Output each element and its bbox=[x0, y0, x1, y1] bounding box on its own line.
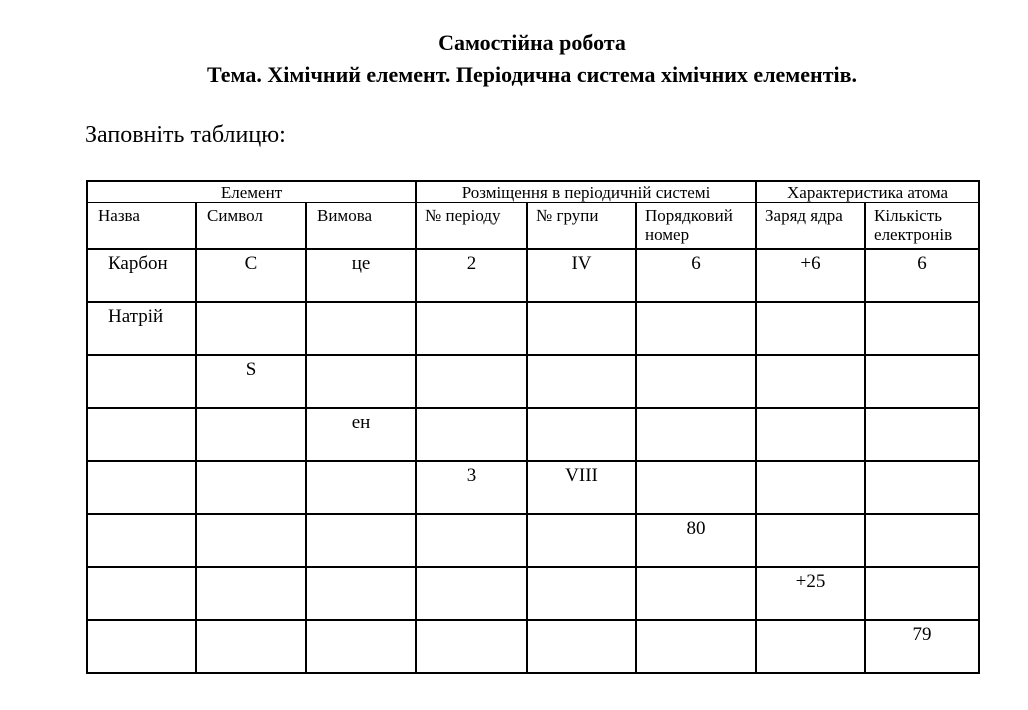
task-instruction: Заповніть таблицю: bbox=[85, 122, 286, 148]
cell-group bbox=[527, 620, 636, 673]
column-header-row bbox=[87, 203, 979, 250]
table-row bbox=[87, 620, 979, 673]
cell-name bbox=[87, 620, 196, 673]
cell-group bbox=[527, 514, 636, 567]
cell-atomic-number bbox=[636, 302, 756, 355]
cell-atomic-number bbox=[636, 620, 756, 673]
cell-electrons bbox=[865, 514, 979, 567]
cell-group bbox=[527, 302, 636, 355]
cell-charge bbox=[756, 302, 865, 355]
cell-pronunciation bbox=[306, 620, 416, 673]
cell-symbol bbox=[196, 461, 306, 514]
cell-electrons: 79 bbox=[865, 620, 979, 673]
cell-symbol bbox=[196, 408, 306, 461]
cell-symbol bbox=[196, 514, 306, 567]
cell-charge: +6 bbox=[756, 249, 865, 302]
table-row bbox=[87, 302, 979, 355]
cell-electrons bbox=[865, 461, 979, 514]
cell-period bbox=[416, 567, 527, 620]
cell-group: IV bbox=[527, 249, 636, 302]
cell-electrons: 6 bbox=[865, 249, 979, 302]
table-row bbox=[87, 249, 979, 302]
cell-group bbox=[527, 355, 636, 408]
cell-symbol bbox=[196, 620, 306, 673]
table-row bbox=[87, 355, 979, 408]
cell-period: 2 bbox=[416, 249, 527, 302]
cell-electrons bbox=[865, 302, 979, 355]
column-header-atomic-number: Порядковий номер bbox=[636, 203, 756, 250]
elements-table bbox=[86, 180, 980, 674]
cell-group bbox=[527, 567, 636, 620]
cell-period bbox=[416, 408, 527, 461]
group-header-element: Елемент bbox=[87, 181, 416, 203]
group-header-atom: Характеристика атома bbox=[756, 181, 979, 203]
cell-symbol bbox=[196, 302, 306, 355]
cell-pronunciation: це bbox=[306, 249, 416, 302]
cell-pronunciation bbox=[306, 302, 416, 355]
column-header-symbol: Символ bbox=[196, 203, 306, 250]
cell-period: 3 bbox=[416, 461, 527, 514]
table-row bbox=[87, 408, 979, 461]
cell-name: Натрій bbox=[87, 302, 196, 355]
cell-electrons bbox=[865, 355, 979, 408]
cell-name: Карбон bbox=[87, 249, 196, 302]
group-header-row bbox=[87, 181, 979, 203]
cell-charge bbox=[756, 355, 865, 408]
cell-period bbox=[416, 302, 527, 355]
cell-atomic-number: 6 bbox=[636, 249, 756, 302]
column-header-charge: Заряд ядра bbox=[756, 203, 865, 250]
column-header-period: № періоду bbox=[416, 203, 527, 250]
cell-pronunciation bbox=[306, 514, 416, 567]
cell-name bbox=[87, 408, 196, 461]
cell-name bbox=[87, 355, 196, 408]
cell-atomic-number bbox=[636, 355, 756, 408]
table-row bbox=[87, 567, 979, 620]
cell-symbol: C bbox=[196, 249, 306, 302]
cell-atomic-number: 80 bbox=[636, 514, 756, 567]
cell-atomic-number bbox=[636, 567, 756, 620]
cell-atomic-number bbox=[636, 461, 756, 514]
cell-charge bbox=[756, 408, 865, 461]
cell-pronunciation: ен bbox=[306, 408, 416, 461]
cell-pronunciation bbox=[306, 567, 416, 620]
column-header-group: № групи bbox=[527, 203, 636, 250]
document-title: Самостійна робота bbox=[438, 30, 626, 55]
cell-name bbox=[87, 461, 196, 514]
column-header-electrons: Кількість електронів bbox=[865, 203, 979, 250]
cell-pronunciation bbox=[306, 355, 416, 408]
cell-symbol bbox=[196, 567, 306, 620]
cell-period bbox=[416, 514, 527, 567]
cell-charge bbox=[756, 461, 865, 514]
cell-electrons bbox=[865, 567, 979, 620]
cell-symbol: S bbox=[196, 355, 306, 408]
column-header-name: Назва bbox=[87, 203, 196, 250]
group-header-placement: Розміщення в періодичній системі bbox=[416, 181, 756, 203]
cell-pronunciation bbox=[306, 461, 416, 514]
cell-group bbox=[527, 408, 636, 461]
cell-name bbox=[87, 514, 196, 567]
cell-electrons bbox=[865, 408, 979, 461]
cell-name bbox=[87, 567, 196, 620]
cell-period bbox=[416, 620, 527, 673]
column-header-pronunciation: Вимова bbox=[306, 203, 416, 250]
document-subtitle: Тема. Хімічний елемент. Періодична система хімічних елементів. bbox=[206, 62, 858, 87]
cell-period bbox=[416, 355, 527, 408]
cell-group: VIII bbox=[527, 461, 636, 514]
cell-charge bbox=[756, 620, 865, 673]
cell-charge: +25 bbox=[756, 567, 865, 620]
table-row bbox=[87, 461, 979, 514]
cell-charge bbox=[756, 514, 865, 567]
table-row bbox=[87, 514, 979, 567]
cell-atomic-number bbox=[636, 408, 756, 461]
